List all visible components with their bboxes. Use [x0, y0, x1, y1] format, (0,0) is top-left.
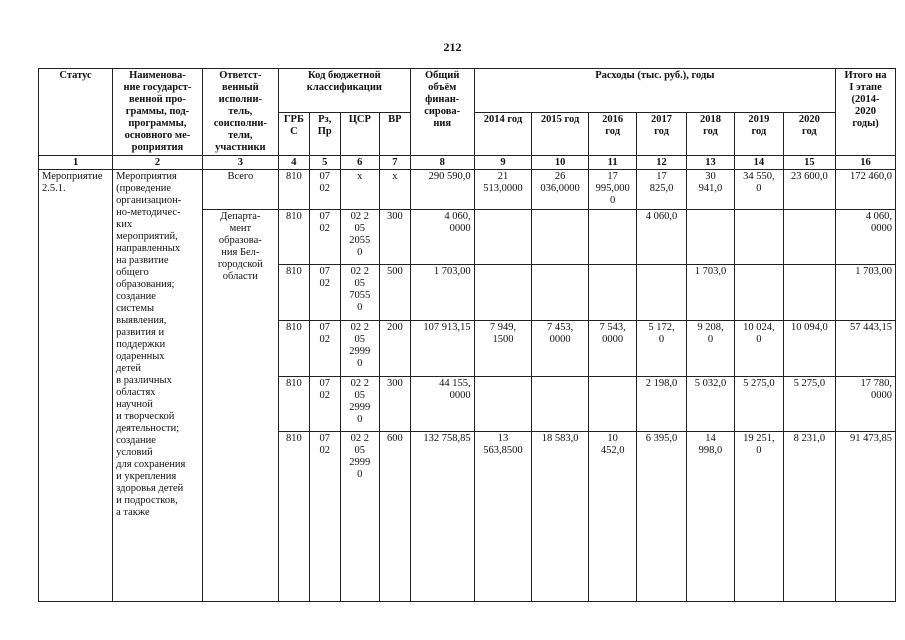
header-year-2017: 2017 год: [637, 112, 686, 156]
year-2017-cell: 2 198,0: [637, 377, 686, 432]
header-row-1: [39, 69, 896, 113]
year-2016-cell: [588, 210, 636, 265]
year-2017-cell: 6 395,0: [637, 432, 686, 602]
total-volume-cell: 44 155, 0000: [410, 377, 474, 432]
csr-cell: 02 2 05 2999 0: [340, 321, 379, 377]
year-2020-cell: 8 231,0: [783, 432, 836, 602]
vr-cell: 300: [379, 377, 410, 432]
year-2016-cell: [588, 377, 636, 432]
grbs-cell: 810: [278, 170, 309, 210]
measure-name-cell: Мероприятия (проведение организацион- но-методичес- ких мероприятий, направленных на развитие общего образования; создание системы выявления, развития и поддержки одаренных детей в различных областях научной и творческой деятельности; создание условий для сохранения и укрепления здоровья детей и подростков, а также: [113, 170, 203, 602]
header-year-2019: 2019 год: [735, 112, 783, 156]
year-2019-cell: 19 251, 0: [735, 432, 783, 602]
year-2018-cell: 14 998,0: [686, 432, 734, 602]
year-2018-cell: 1 703,0: [686, 265, 734, 321]
header-year-2014: 2014 год: [474, 112, 532, 156]
year-2019-cell: [735, 265, 783, 321]
year-2015-cell: 18 583,0: [532, 432, 589, 602]
header-year-2015: 2015 год: [532, 112, 589, 156]
year-2018-cell: 5 032,0: [686, 377, 734, 432]
year-2019-cell: [735, 210, 783, 265]
header-grbs: ГРБ С: [278, 112, 309, 156]
column-number: 12: [637, 156, 686, 170]
grbs-cell: 810: [278, 377, 309, 432]
grbs-cell: 810: [278, 321, 309, 377]
year-2015-cell: 7 453, 0000: [532, 321, 589, 377]
column-number: 13: [686, 156, 734, 170]
column-number: 16: [836, 156, 896, 170]
year-2018-cell: 9 208, 0: [686, 321, 734, 377]
header-budget-code: Код бюджетной классификации: [278, 69, 410, 113]
header-expenses: Расходы (тыс. руб.), годы: [474, 69, 835, 113]
header-vr: ВР: [379, 112, 410, 156]
stage-total-cell: 57 443,15: [836, 321, 896, 377]
rzpr-cell: 07 02: [309, 210, 340, 265]
year-2019-cell: 10 024, 0: [735, 321, 783, 377]
year-2018-cell: [686, 210, 734, 265]
column-number-row: [39, 156, 896, 170]
vr-cell: 500: [379, 265, 410, 321]
responsible-total-cell: Всего: [202, 170, 278, 210]
grbs-cell: 810: [278, 265, 309, 321]
column-number: 9: [474, 156, 532, 170]
column-number: 6: [340, 156, 379, 170]
page-number: 212: [443, 40, 462, 54]
year-2020-cell: [783, 265, 836, 321]
year-2020-cell: 23 600,0: [783, 170, 836, 210]
header-responsible: Ответст- венный исполни- тель, соисполни- тели, участники: [202, 69, 278, 156]
csr-cell: 02 2 05 7055 0: [340, 265, 379, 321]
year-2020-cell: 10 094,0: [783, 321, 836, 377]
vr-cell: 300: [379, 210, 410, 265]
stage-total-cell: 17 780, 0000: [836, 377, 896, 432]
vr-cell: 600: [379, 432, 410, 602]
year-2014-cell: [474, 210, 532, 265]
header-stage-total: Итого на I этапе (2014- 2020 годы): [836, 69, 896, 156]
column-number: 4: [278, 156, 309, 170]
total-volume-cell: 107 913,15: [410, 321, 474, 377]
year-2014-cell: 7 949, 1500: [474, 321, 532, 377]
year-2015-cell: 26 036,0000: [532, 170, 589, 210]
year-2015-cell: [532, 377, 589, 432]
column-number: 1: [39, 156, 113, 170]
header-year-2020: 2020 год: [783, 112, 836, 156]
stage-total-cell: 172 460,0: [836, 170, 896, 210]
column-number: 10: [532, 156, 589, 170]
vr-cell: 200: [379, 321, 410, 377]
vr-cell: х: [379, 170, 410, 210]
header-rzpr: Рз, Пр: [309, 112, 340, 156]
year-2014-cell: 13 563,8500: [474, 432, 532, 602]
year-2015-cell: [532, 265, 589, 321]
budget-table: [38, 68, 896, 602]
rzpr-cell: 07 02: [309, 265, 340, 321]
year-2014-cell: 21 513,0000: [474, 170, 532, 210]
header-csr: ЦСР: [340, 112, 379, 156]
csr-cell: 02 2 05 2999 0: [340, 377, 379, 432]
csr-cell: х: [340, 170, 379, 210]
header-name: Наименова- ние государст- венной про- граммы, под- программы, основного ме- роприятия: [113, 69, 203, 156]
header-total-volume: Общий объём финан- сирова- ния: [410, 69, 474, 156]
year-2018-cell: 30 941,0: [686, 170, 734, 210]
year-2014-cell: [474, 377, 532, 432]
status-cell: Мероприятие 2.5.1.: [39, 170, 113, 602]
year-2017-cell: 4 060,0: [637, 210, 686, 265]
year-2019-cell: 5 275,0: [735, 377, 783, 432]
column-number: 11: [588, 156, 636, 170]
column-number: 8: [410, 156, 474, 170]
year-2016-cell: [588, 265, 636, 321]
column-number: 2: [113, 156, 203, 170]
total-volume-cell: 1 703,00: [410, 265, 474, 321]
rzpr-cell: 07 02: [309, 432, 340, 602]
column-number: 14: [735, 156, 783, 170]
year-2014-cell: [474, 265, 532, 321]
total-volume-cell: 132 758,85: [410, 432, 474, 602]
responsible-dept-cell: Департа- мент образова- ния Бел- городской области: [202, 210, 278, 602]
csr-cell: 02 2 05 2999 0: [340, 432, 379, 602]
csr-cell: 02 2 05 2055 0: [340, 210, 379, 265]
header-year-2018: 2018 год: [686, 112, 734, 156]
column-number: 15: [783, 156, 836, 170]
year-2016-cell: 7 543, 0000: [588, 321, 636, 377]
header-year-2016: 2016 год: [588, 112, 636, 156]
rzpr-cell: 07 02: [309, 170, 340, 210]
column-number: 7: [379, 156, 410, 170]
grbs-cell: 810: [278, 432, 309, 602]
year-2017-cell: 5 172, 0: [637, 321, 686, 377]
grbs-cell: 810: [278, 210, 309, 265]
rzpr-cell: 07 02: [309, 377, 340, 432]
stage-total-cell: 4 060, 0000: [836, 210, 896, 265]
table-row: [39, 170, 896, 210]
year-2017-cell: 17 825,0: [637, 170, 686, 210]
total-volume-cell: 4 060, 0000: [410, 210, 474, 265]
column-number: 5: [309, 156, 340, 170]
stage-total-cell: 91 473,85: [836, 432, 896, 602]
year-2019-cell: 34 550, 0: [735, 170, 783, 210]
column-number: 3: [202, 156, 278, 170]
year-2016-cell: 10 452,0: [588, 432, 636, 602]
year-2016-cell: 17 995,000 0: [588, 170, 636, 210]
total-volume-cell: 290 590,0: [410, 170, 474, 210]
rzpr-cell: 07 02: [309, 321, 340, 377]
year-2015-cell: [532, 210, 589, 265]
stage-total-cell: 1 703,00: [836, 265, 896, 321]
header-status: Статус: [39, 69, 113, 156]
year-2020-cell: [783, 210, 836, 265]
year-2017-cell: [637, 265, 686, 321]
year-2020-cell: 5 275,0: [783, 377, 836, 432]
